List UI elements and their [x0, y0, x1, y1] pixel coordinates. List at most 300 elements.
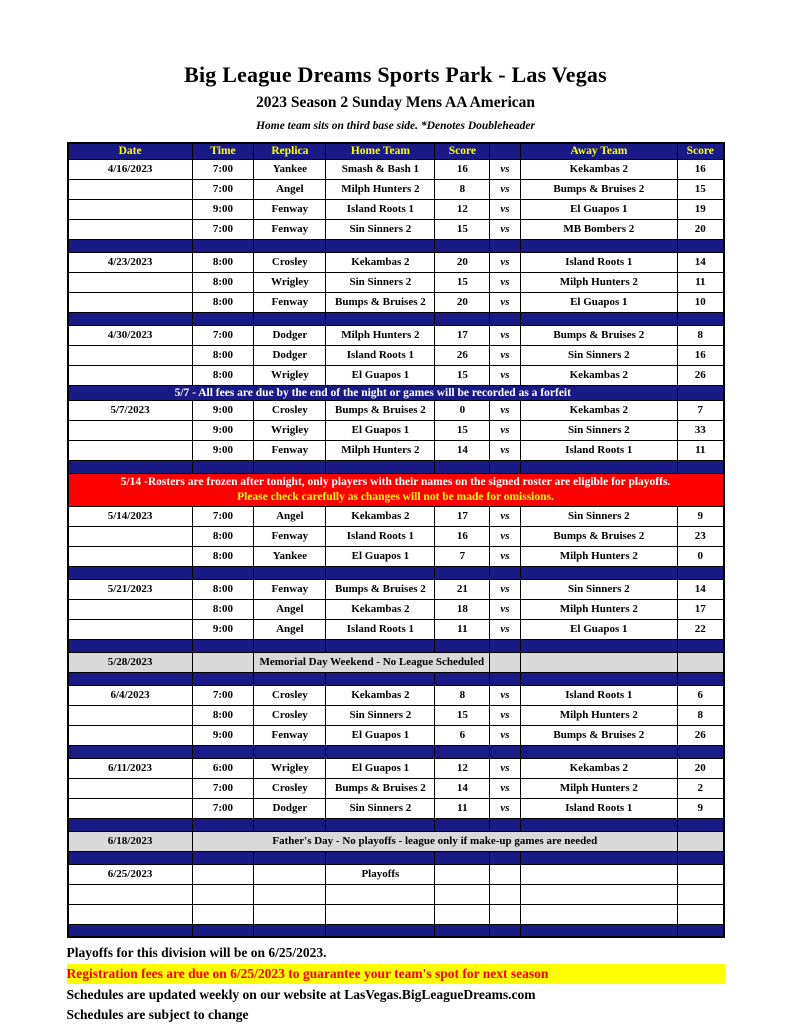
time-cell: 6:00	[192, 758, 254, 778]
fees-note-cell: 5/7 - All fees are due by the end of the night or games will be recorded as a forfeit	[68, 385, 678, 400]
separator-cell	[326, 851, 435, 864]
empty-row	[68, 884, 724, 904]
date-cell	[68, 526, 193, 546]
separator-cell	[490, 672, 520, 685]
time-cell: 7:00	[192, 159, 254, 179]
separator-cell	[435, 312, 490, 325]
game-row	[68, 506, 724, 526]
separator-cell	[520, 312, 677, 325]
time-cell: 7:00	[192, 685, 254, 705]
playoffs-note: Playoffs for this division will be on 6/25/2023.	[66, 945, 327, 960]
away-score-cell: 20	[678, 219, 724, 239]
time-cell: 8:00	[192, 272, 254, 292]
vs-cell: vs	[490, 325, 520, 345]
game-row	[68, 272, 724, 292]
home-team-cell: Kekambas 2	[326, 506, 435, 526]
home-team-cell: El Guapos 1	[326, 420, 435, 440]
replica-cell: Angel	[254, 179, 326, 199]
separator-cell	[520, 239, 677, 252]
holiday-row	[68, 652, 724, 672]
home-score-cell: 15	[435, 219, 490, 239]
time-cell: 9:00	[192, 420, 254, 440]
replica-cell: Fenway	[254, 579, 326, 599]
away-score-cell: 9	[678, 798, 724, 818]
date-cell	[68, 619, 193, 639]
separator-cell	[326, 566, 435, 579]
replica-cell: Crosley	[254, 705, 326, 725]
away-team-cell: Sin Sinners 2	[520, 579, 677, 599]
replica-cell: Wrigley	[254, 272, 326, 292]
schedule-table-body	[68, 159, 724, 937]
date-cell	[68, 219, 193, 239]
empty-cell	[490, 904, 520, 924]
separator-cell	[254, 745, 326, 758]
vs-cell	[490, 864, 520, 884]
home-score-cell: 8	[435, 685, 490, 705]
separator-row	[68, 672, 724, 685]
date-cell: 5/21/2023	[68, 579, 193, 599]
vs-cell: vs	[490, 619, 520, 639]
vs-cell: vs	[490, 526, 520, 546]
game-row	[68, 725, 724, 745]
separator-cell	[490, 818, 520, 831]
separator-cell	[192, 460, 254, 473]
away-team-cell: Island Roots 1	[520, 440, 677, 460]
separator-cell	[435, 239, 490, 252]
separator-cell	[68, 818, 193, 831]
separator-cell	[68, 239, 193, 252]
separator-cell	[435, 566, 490, 579]
date-cell: 6/11/2023	[68, 758, 193, 778]
time-cell: 8:00	[192, 546, 254, 566]
home-score-cell: 0	[435, 400, 490, 420]
home-score-cell: 11	[435, 798, 490, 818]
separator-cell	[68, 851, 193, 864]
replica-cell: Fenway	[254, 526, 326, 546]
away-team-cell: Island Roots 1	[520, 252, 677, 272]
game-row	[68, 798, 724, 818]
vs-cell: vs	[490, 219, 520, 239]
away-team-cell: Island Roots 1	[520, 685, 677, 705]
game-row	[68, 526, 724, 546]
away-team-cell	[520, 864, 677, 884]
fees-note-row	[68, 385, 724, 400]
time-cell: 7:00	[192, 506, 254, 526]
home-team-cell: Sin Sinners 2	[326, 272, 435, 292]
fees-note-end-cell	[678, 385, 724, 400]
col-score-away: Score	[678, 143, 724, 159]
home-team-cell: Island Roots 1	[326, 199, 435, 219]
away-team-cell: El Guapos 1	[520, 292, 677, 312]
date-cell	[68, 420, 193, 440]
separator-cell	[435, 924, 490, 937]
date-cell	[68, 705, 193, 725]
separator-cell	[435, 745, 490, 758]
vs-cell: vs	[490, 199, 520, 219]
separator-cell	[68, 639, 193, 652]
separator-cell	[435, 672, 490, 685]
separator-cell	[678, 566, 724, 579]
header-row	[68, 143, 724, 159]
time-cell	[192, 652, 254, 672]
away-team-cell	[520, 652, 677, 672]
game-row	[68, 619, 724, 639]
holiday-row	[68, 831, 724, 851]
replica-cell: Angel	[254, 599, 326, 619]
home-team-cell: Bumps & Bruises 2	[326, 579, 435, 599]
separator-cell	[520, 566, 677, 579]
game-row	[68, 579, 724, 599]
vs-cell: vs	[490, 440, 520, 460]
empty-row	[68, 904, 724, 924]
game-row	[68, 365, 724, 385]
home-team-cell: El Guapos 1	[326, 546, 435, 566]
home-team-cell: Milph Hunters 2	[326, 440, 435, 460]
separator-cell	[520, 639, 677, 652]
home-score-cell: 16	[435, 159, 490, 179]
separator-cell	[326, 239, 435, 252]
separator-cell	[254, 672, 326, 685]
separator-row	[68, 818, 724, 831]
home-team-cell: Bumps & Bruises 2	[326, 778, 435, 798]
game-row	[68, 599, 724, 619]
vs-cell: vs	[490, 272, 520, 292]
home-score-cell: 12	[435, 199, 490, 219]
home-team-cell: Island Roots 1	[326, 526, 435, 546]
separator-cell	[435, 460, 490, 473]
vs-cell: vs	[490, 599, 520, 619]
home-score-cell: 12	[435, 758, 490, 778]
separator-cell	[68, 924, 193, 937]
home-score-cell: 14	[435, 778, 490, 798]
away-team-cell: Bumps & Bruises 2	[520, 325, 677, 345]
time-cell: 7:00	[192, 179, 254, 199]
away-score-cell: 8	[678, 325, 724, 345]
separator-cell	[254, 239, 326, 252]
time-cell	[192, 864, 254, 884]
time-cell: 9:00	[192, 619, 254, 639]
home-score-cell: 20	[435, 252, 490, 272]
away-score-cell: 17	[678, 599, 724, 619]
away-score-cell: 26	[678, 725, 724, 745]
home-team-cell: Bumps & Bruises 2	[326, 400, 435, 420]
date-cell: 5/7/2023	[68, 400, 193, 420]
col-away-team: Away Team	[520, 143, 677, 159]
separator-cell	[678, 239, 724, 252]
empty-cell	[490, 884, 520, 904]
separator-cell	[326, 672, 435, 685]
vs-cell: vs	[490, 685, 520, 705]
home-team-cell: El Guapos 1	[326, 365, 435, 385]
vs-cell	[490, 652, 520, 672]
schedule-table-wrap	[67, 142, 725, 938]
game-row	[68, 546, 724, 566]
time-cell: 7:00	[192, 798, 254, 818]
separator-cell	[678, 924, 724, 937]
separator-cell	[490, 566, 520, 579]
date-cell	[68, 546, 193, 566]
time-cell: 8:00	[192, 252, 254, 272]
roster-notice-cell	[68, 473, 724, 506]
separator-cell	[490, 312, 520, 325]
vs-cell: vs	[490, 546, 520, 566]
away-score-cell: 9	[678, 506, 724, 526]
replica-cell: Crosley	[254, 400, 326, 420]
home-team-cell: Island Roots 1	[326, 619, 435, 639]
separator-cell	[678, 851, 724, 864]
date-cell: 5/14/2023	[68, 506, 193, 526]
away-score-cell: 11	[678, 272, 724, 292]
empty-cell	[678, 884, 724, 904]
empty-cell	[68, 904, 193, 924]
separator-cell	[520, 818, 677, 831]
home-score-cell: 17	[435, 506, 490, 526]
separator-cell	[68, 566, 193, 579]
separator-cell	[678, 460, 724, 473]
empty-cell	[326, 904, 435, 924]
away-team-cell: Bumps & Bruises 2	[520, 179, 677, 199]
separator-cell	[490, 239, 520, 252]
time-cell: 8:00	[192, 705, 254, 725]
home-team-cell: Bumps & Bruises 2	[326, 292, 435, 312]
home-team-cell: Kekambas 2	[326, 685, 435, 705]
home-score-cell: 26	[435, 345, 490, 365]
col-date: Date	[68, 143, 193, 159]
home-team-cell: Sin Sinners 2	[326, 219, 435, 239]
separator-cell	[254, 924, 326, 937]
away-team-cell: Kekambas 2	[520, 365, 677, 385]
separator-cell	[192, 239, 254, 252]
replica-cell: Yankee	[254, 546, 326, 566]
replica-cell: Crosley	[254, 778, 326, 798]
empty-cell	[254, 884, 326, 904]
playoffs-label-cell: Playoffs	[326, 864, 435, 884]
date-cell	[68, 599, 193, 619]
playoffs-row	[68, 864, 724, 884]
replica-cell: Wrigley	[254, 758, 326, 778]
separator-row	[68, 239, 724, 252]
date-cell: 6/18/2023	[68, 831, 193, 851]
separator-cell	[192, 672, 254, 685]
game-row	[68, 252, 724, 272]
separator-cell	[678, 818, 724, 831]
away-score-cell: 8	[678, 705, 724, 725]
away-score-cell: 14	[678, 579, 724, 599]
time-cell: 8:00	[192, 526, 254, 546]
away-team-cell: Island Roots 1	[520, 798, 677, 818]
page-subtitle: 2023 Season 2 Sunday Mens AA American	[255, 94, 536, 111]
home-team-cell: El Guapos 1	[326, 758, 435, 778]
separator-row	[68, 460, 724, 473]
replica-cell: Yankee	[254, 159, 326, 179]
away-team-cell: Kekambas 2	[520, 758, 677, 778]
separator-cell	[435, 818, 490, 831]
game-row	[68, 440, 724, 460]
away-team-cell: Sin Sinners 2	[520, 345, 677, 365]
separator-cell	[490, 924, 520, 937]
home-team-cell: Milph Hunters 2	[326, 325, 435, 345]
time-cell: 7:00	[192, 778, 254, 798]
replica-cell	[254, 864, 326, 884]
separator-cell	[520, 460, 677, 473]
game-row	[68, 292, 724, 312]
away-team-cell: Milph Hunters 2	[520, 705, 677, 725]
home-score-cell: 16	[435, 526, 490, 546]
away-score-cell: 16	[678, 345, 724, 365]
separator-cell	[68, 460, 193, 473]
holiday-message-cell: Memorial Day Weekend - No League Scheduled	[254, 652, 490, 672]
replica-cell: Crosley	[254, 685, 326, 705]
away-team-cell: Milph Hunters 2	[520, 546, 677, 566]
home-score-cell: 7	[435, 546, 490, 566]
roster-notice-row	[68, 473, 724, 506]
game-row	[68, 400, 724, 420]
separator-cell	[68, 312, 193, 325]
away-score-cell: 23	[678, 526, 724, 546]
home-team-cell: Sin Sinners 2	[326, 705, 435, 725]
home-score-cell: 8	[435, 179, 490, 199]
time-cell: 9:00	[192, 440, 254, 460]
separator-cell	[326, 745, 435, 758]
home-score-cell: 15	[435, 705, 490, 725]
col-vs	[490, 143, 520, 159]
empty-cell	[435, 904, 490, 924]
home-score-cell: 20	[435, 292, 490, 312]
separator-cell	[678, 672, 724, 685]
separator-cell	[326, 312, 435, 325]
separator-cell	[326, 460, 435, 473]
separator-cell	[490, 851, 520, 864]
separator-row	[68, 745, 724, 758]
away-team-cell: Milph Hunters 2	[520, 778, 677, 798]
replica-cell: Wrigley	[254, 420, 326, 440]
vs-cell: vs	[490, 778, 520, 798]
vs-cell: vs	[490, 798, 520, 818]
away-score-cell: 33	[678, 420, 724, 440]
vs-cell: vs	[490, 758, 520, 778]
away-team-cell: Bumps & Bruises 2	[520, 725, 677, 745]
date-cell	[68, 199, 193, 219]
vs-cell: vs	[490, 252, 520, 272]
schedule-table-header	[68, 143, 724, 159]
col-home-team: Home Team	[326, 143, 435, 159]
separator-cell	[678, 639, 724, 652]
date-cell: 6/4/2023	[68, 685, 193, 705]
separator-cell	[192, 639, 254, 652]
away-team-cell: MB Bombers 2	[520, 219, 677, 239]
separator-row	[68, 851, 724, 864]
replica-cell: Dodger	[254, 325, 326, 345]
replica-cell: Fenway	[254, 292, 326, 312]
replica-cell: Fenway	[254, 440, 326, 460]
away-score-cell: 0	[678, 546, 724, 566]
time-cell: 9:00	[192, 199, 254, 219]
replica-cell: Angel	[254, 506, 326, 526]
vs-cell: vs	[490, 365, 520, 385]
away-score-cell	[678, 864, 724, 884]
separator-cell	[326, 639, 435, 652]
separator-cell	[254, 851, 326, 864]
empty-cell	[192, 904, 254, 924]
empty-cell	[520, 904, 677, 924]
time-cell: 8:00	[192, 292, 254, 312]
home-team-cell: Sin Sinners 2	[326, 798, 435, 818]
date-cell	[68, 179, 193, 199]
away-team-cell: Kekambas 2	[520, 159, 677, 179]
date-cell	[68, 345, 193, 365]
away-score-cell: 19	[678, 199, 724, 219]
vs-cell: vs	[490, 705, 520, 725]
separator-cell	[435, 851, 490, 864]
replica-cell: Dodger	[254, 798, 326, 818]
vs-cell: vs	[490, 506, 520, 526]
game-row	[68, 685, 724, 705]
game-row	[68, 758, 724, 778]
home-score-cell: 21	[435, 579, 490, 599]
game-row	[68, 159, 724, 179]
time-cell: 8:00	[192, 579, 254, 599]
time-cell: 8:00	[192, 599, 254, 619]
away-team-cell: Milph Hunters 2	[520, 272, 677, 292]
separator-cell	[254, 818, 326, 831]
away-team-cell: Milph Hunters 2	[520, 599, 677, 619]
home-team-cell: Kekambas 2	[326, 252, 435, 272]
vs-cell: vs	[490, 345, 520, 365]
home-team-note: Home team sits on third base side. *Denotes Doubleheader	[256, 120, 535, 132]
date-cell	[68, 778, 193, 798]
empty-cell	[435, 884, 490, 904]
home-team-cell: Island Roots 1	[326, 345, 435, 365]
date-cell	[68, 365, 193, 385]
separator-row	[68, 312, 724, 325]
home-score-cell: 14	[435, 440, 490, 460]
separator-cell	[520, 672, 677, 685]
separator-cell	[520, 924, 677, 937]
date-cell: 4/16/2023	[68, 159, 193, 179]
away-team-cell: El Guapos 1	[520, 199, 677, 219]
separator-cell	[192, 745, 254, 758]
separator-row	[68, 566, 724, 579]
empty-cell	[254, 904, 326, 924]
date-cell	[68, 725, 193, 745]
separator-cell	[520, 745, 677, 758]
date-cell: 6/25/2023	[68, 864, 193, 884]
col-time: Time	[192, 143, 254, 159]
time-cell: 9:00	[192, 725, 254, 745]
replica-cell: Fenway	[254, 725, 326, 745]
game-row	[68, 705, 724, 725]
roster-notice-line1: 5/14 -Rosters are frozen after tonight, only players with their names on the signed roster are eligible for playoffs.	[120, 475, 671, 488]
home-team-cell: El Guapos 1	[326, 725, 435, 745]
away-score-cell: 20	[678, 758, 724, 778]
away-team-cell: El Guapos 1	[520, 619, 677, 639]
empty-cell	[192, 884, 254, 904]
home-team-cell: Milph Hunters 2	[326, 179, 435, 199]
away-score-cell: 22	[678, 619, 724, 639]
subject-to-change-note: Schedules are subject to change	[66, 1007, 249, 1022]
separator-cell	[490, 745, 520, 758]
vs-cell: vs	[490, 159, 520, 179]
empty-cell	[326, 884, 435, 904]
vs-cell: vs	[490, 420, 520, 440]
away-team-cell: Bumps & Bruises 2	[520, 526, 677, 546]
home-team-cell: Smash & Bash 1	[326, 159, 435, 179]
footer-notes	[67, 943, 725, 1025]
separator-cell	[254, 312, 326, 325]
separator-cell	[435, 639, 490, 652]
away-score-cell	[678, 652, 724, 672]
home-score-cell: 17	[435, 325, 490, 345]
